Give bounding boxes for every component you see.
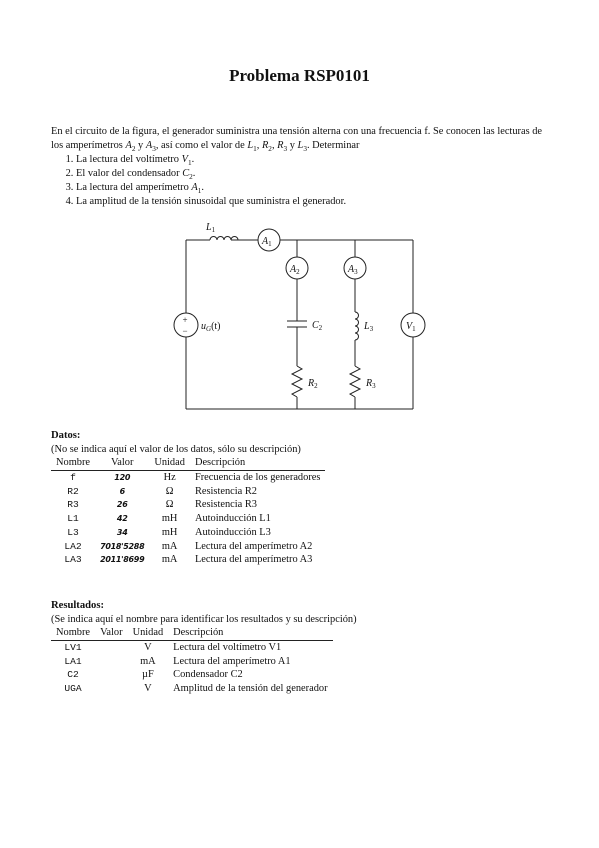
- table-row: [51, 668, 333, 682]
- col-header: Valor: [100, 627, 123, 638]
- cell-desc: Resistencia R2: [194, 485, 257, 497]
- cell-unit: Ω: [165, 485, 174, 497]
- cell-name: C2: [67, 669, 79, 681]
- cell-desc: Condensador C2: [173, 669, 243, 681]
- cell-name: UGA: [64, 683, 82, 695]
- resultados-heading: Resultados:: [51, 600, 104, 611]
- cell-unit: µF: [141, 669, 154, 681]
- cell-unit: mA: [140, 655, 156, 667]
- cell-value: [95, 682, 128, 696]
- datos-heading: Datos:: [51, 430, 81, 441]
- label-l1: $L_1$: [206, 222, 216, 234]
- problem-statement: [51, 125, 556, 209]
- cell-name: LA2: [64, 540, 82, 552]
- cell-unit: mH: [161, 526, 178, 538]
- cell-unit: Hz: [163, 472, 176, 483]
- inductor-l1-symbol: [210, 237, 238, 241]
- cell-desc: Lectura del amperímetro A2: [194, 540, 313, 552]
- cell-desc: Autoinducción L3: [194, 526, 271, 538]
- cell-name: LA3: [64, 554, 82, 566]
- cell-unit: mA: [161, 554, 178, 566]
- table-row: [51, 540, 325, 554]
- task-item: 1. La lectura del voltímetro $V_1$.: [76, 153, 556, 167]
- col-header: Descripción: [173, 627, 224, 638]
- table-row: [51, 512, 325, 526]
- cell-value: 42: [116, 514, 128, 524]
- cell-desc: Resistencia R3: [194, 499, 257, 511]
- label-a1: $A_1$: [262, 236, 272, 248]
- cell-desc: Lectura del amperímetro A3: [194, 554, 313, 566]
- cell-unit: mA: [161, 540, 178, 552]
- cell-desc: Frecuencia de los generadores: [194, 472, 321, 483]
- label-a2: $A_2$: [290, 264, 300, 276]
- intro-paragraph: En el circuito de la figura, el generador suministra una tensión alterna con una frecuencia f. Se conocen las lecturas de los amperímetros $A_2$ y $A_3$, así como el valor de $L_1$, $R_2$, $R_3$ y $L_3$. Determinar: [51, 126, 543, 154]
- table-row: [51, 641, 333, 655]
- resultados-note: (Se indica aquí el nombre para identificar los resultados y su descripción): [51, 614, 357, 625]
- task-list: [51, 153, 556, 209]
- datos-section: [51, 429, 325, 567]
- col-header: Nombre: [56, 457, 91, 468]
- table-header-row: [51, 457, 325, 471]
- task-item: 3. La lectura del amperímetro $A_1$.: [76, 181, 556, 195]
- datos-table: [51, 457, 325, 567]
- task-item: 4. La amplitud de la tensión sinusoidal que suministra el generador.: [76, 195, 556, 209]
- cell-value: 2011'8699: [100, 555, 145, 565]
- label-ug: $u_G(t)$: [201, 321, 221, 333]
- cell-name: f: [70, 472, 76, 483]
- label-l3: $L_3$: [364, 321, 374, 333]
- cell-unit: mH: [161, 513, 178, 525]
- cell-desc: Autoinducción L1: [194, 513, 271, 525]
- table-row: [51, 682, 333, 696]
- cell-value: 7018'5288: [100, 541, 145, 551]
- cell-desc: Lectura del voltímetro V1: [173, 642, 282, 653]
- col-header: Unidad: [132, 627, 164, 638]
- table-row: [51, 655, 333, 669]
- cell-name: L3: [67, 526, 79, 538]
- cell-value: 120: [114, 473, 131, 482]
- table-row: [51, 485, 325, 499]
- col-header: Nombre: [56, 627, 91, 638]
- cell-name: L1: [67, 513, 79, 525]
- source-plus-sign: +: [182, 315, 188, 325]
- source-minus-sign: −: [182, 326, 188, 336]
- label-a3: $A_3$: [348, 264, 358, 276]
- cell-value: 34: [116, 527, 128, 537]
- cell-value: 6: [119, 486, 125, 496]
- table-row: [51, 498, 325, 512]
- resistor-r3-symbol: [350, 366, 360, 397]
- label-r3: $R_3$: [366, 378, 376, 390]
- circuit-diagram: [168, 216, 428, 416]
- col-header: Descripción: [194, 457, 246, 468]
- cell-desc: Lectura del amperímetro A1: [173, 655, 291, 667]
- inductor-l3-symbol: [355, 312, 359, 340]
- col-header: Valor: [110, 457, 134, 468]
- cell-unit: Ω: [165, 499, 174, 511]
- cell-name: R3: [67, 499, 79, 511]
- label-v1: $V_1$: [406, 321, 416, 333]
- label-c2: $C_2$: [312, 320, 323, 332]
- cell-name: R2: [67, 485, 79, 497]
- table-row: [51, 471, 325, 485]
- table-row: [51, 553, 325, 567]
- table-header-row: [51, 627, 333, 641]
- page-title: Problema RSP0101: [229, 66, 370, 85]
- cell-value: [95, 668, 128, 682]
- resistor-r2-symbol: [292, 366, 302, 397]
- datos-note: (No se indica aquí el valor de los datos, sólo su descripción): [51, 444, 301, 455]
- cell-desc: Amplitud de la tensión del generador: [173, 683, 328, 695]
- table-row: [51, 526, 325, 540]
- cell-value: 26: [116, 500, 128, 510]
- cell-unit: V: [144, 683, 152, 695]
- cell-name: LA1: [64, 655, 82, 667]
- cell-unit: V: [144, 642, 152, 653]
- col-header: Unidad: [154, 457, 185, 468]
- label-r2: $R_2$: [308, 378, 318, 390]
- task-item: 2. El valor del condensador $C_2$.: [76, 167, 556, 181]
- resultados-section: [51, 599, 357, 696]
- cell-value: [95, 655, 128, 669]
- resultados-table: [51, 627, 333, 696]
- cell-name: LV1: [64, 642, 82, 653]
- cell-value: [95, 641, 128, 655]
